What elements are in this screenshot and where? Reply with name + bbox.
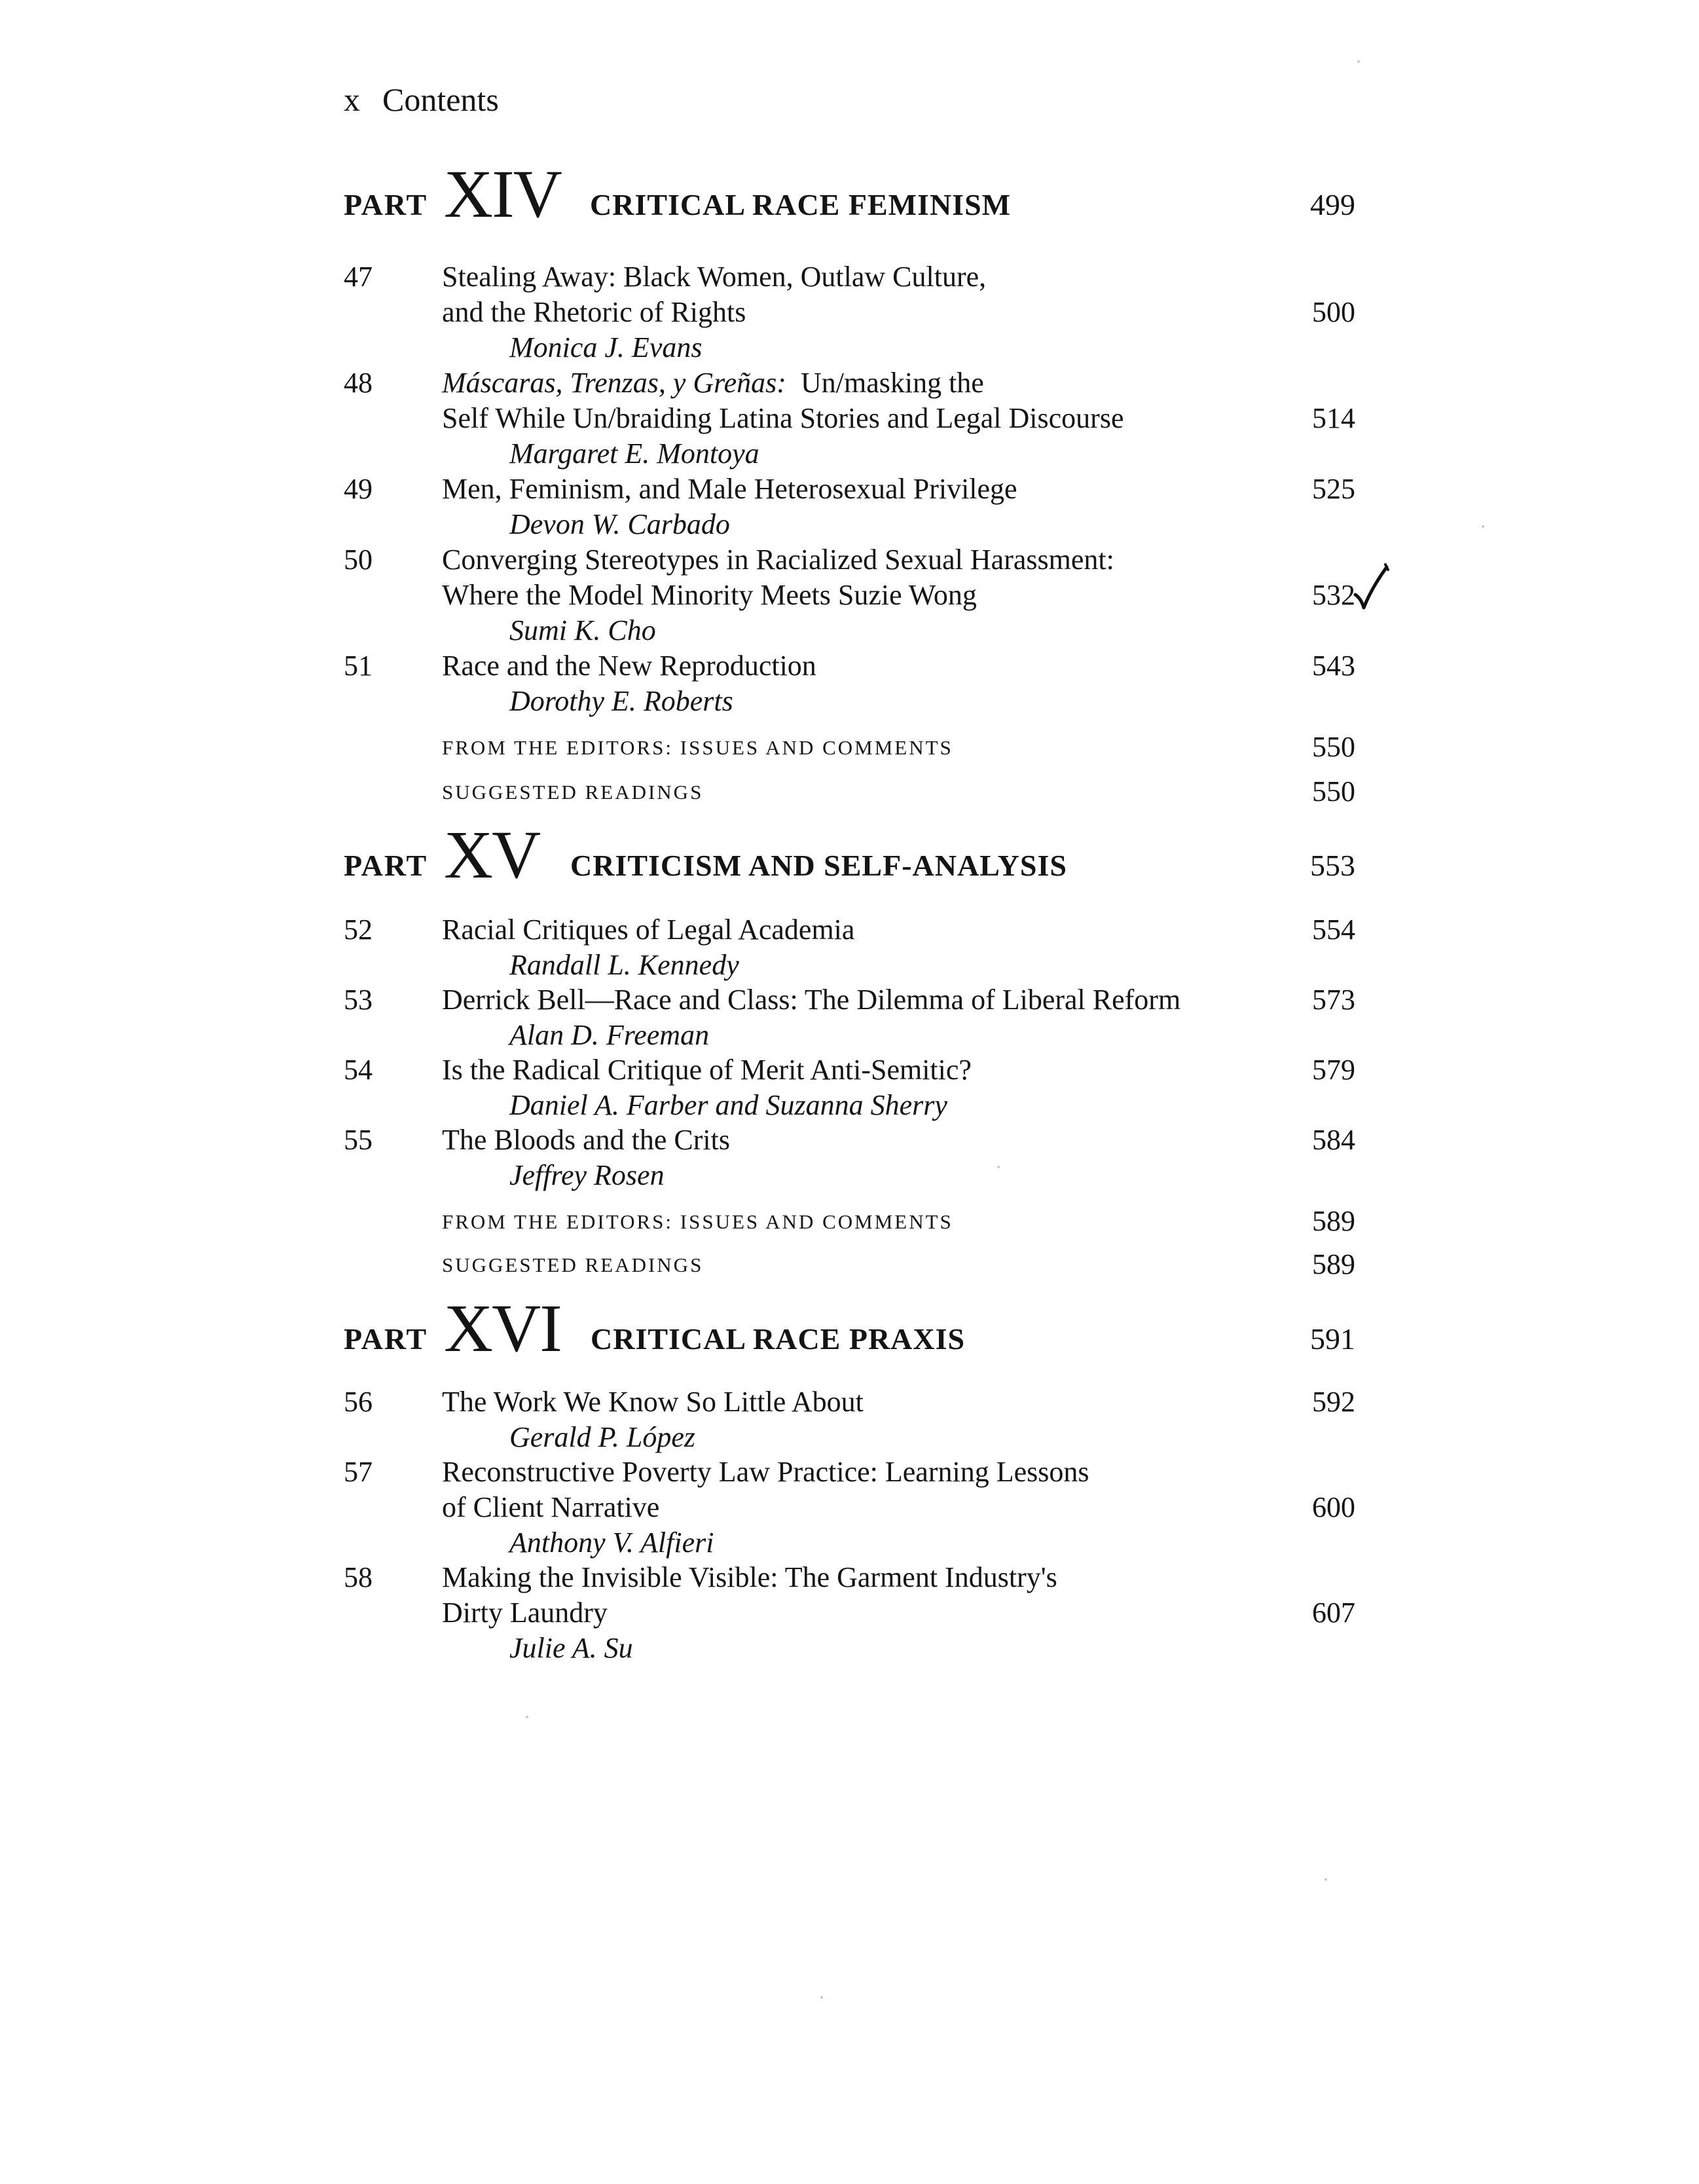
front-matter-page-number: 550 — [1312, 731, 1355, 763]
chapter-number: 47 — [344, 261, 373, 293]
front-matter-page-number: 589 — [1312, 1248, 1355, 1280]
chapter-number: 48 — [344, 367, 373, 399]
front-matter-page-number: 589 — [1312, 1205, 1355, 1237]
chapter-author: Jeffrey Rosen — [509, 1159, 665, 1191]
chapter-number: 56 — [344, 1386, 373, 1418]
part-heading-xiv — [344, 159, 1355, 231]
part-title: CRITICISM AND SELF-ANALYSIS — [570, 849, 1067, 882]
chapter-page-number: 543 — [1312, 650, 1355, 682]
part-numeral: XV — [444, 817, 540, 893]
chapter-author: Devon W. Carbado — [509, 508, 730, 540]
chapter-page-number: 607 — [1312, 1597, 1355, 1629]
chapter-title-line: Is the Radical Critique of Merit Anti-Semitic? — [442, 1054, 972, 1086]
part-numeral: XIV — [444, 157, 561, 232]
checkmark-icon — [1353, 562, 1392, 613]
chapter-page-number: 573 — [1312, 984, 1355, 1016]
front-matter-label: FROM THE EDITORS: ISSUES AND COMMENTS — [442, 736, 953, 759]
chapter-title-italic: Máscaras, Trenzas, y Greñas: — [442, 367, 786, 399]
editors-comments-entry — [442, 1201, 1355, 1240]
chapter-title-line: of Client Narrative — [442, 1491, 660, 1523]
chapter-author: Margaret E. Montoya — [509, 437, 759, 470]
part-label: PART — [344, 188, 428, 221]
editors-comments-entry — [442, 727, 1355, 766]
chapter-author: Anthony V. Alfieri — [509, 1527, 714, 1559]
chapter-number: 50 — [344, 544, 373, 576]
scan-speck — [526, 1716, 528, 1718]
suggested-readings-entry — [442, 1244, 1355, 1284]
chapter-page-number: 532 — [1312, 579, 1355, 611]
toc-entry-58 — [344, 1560, 1355, 1666]
scan-speck — [1357, 60, 1360, 63]
front-matter-label: SUGGESTED READINGS — [442, 1253, 704, 1276]
part-numeral: XVI — [444, 1291, 561, 1366]
chapter-author: Dorothy E. Roberts — [509, 685, 733, 717]
chapter-page-number: 525 — [1312, 473, 1355, 505]
chapter-author: Gerald P. López — [509, 1421, 695, 1453]
chapter-number: 52 — [344, 914, 373, 946]
toc-entry-57 — [344, 1454, 1355, 1561]
scan-speck — [1482, 525, 1484, 528]
front-matter-page-number: 550 — [1312, 775, 1355, 807]
page-folio: x — [344, 81, 360, 118]
chapter-title-line: Men, Feminism, and Male Heterosexual Privilege — [442, 473, 1017, 505]
chapter-number: 58 — [344, 1561, 373, 1593]
chapter-title-line: The Work We Know So Little About — [442, 1386, 864, 1418]
chapter-author: Sumi K. Cho — [509, 614, 656, 646]
chapter-page-number: 500 — [1312, 296, 1355, 328]
chapter-number: 55 — [344, 1124, 373, 1156]
chapter-author: Daniel A. Farber and Suzanna Sherry — [509, 1089, 947, 1121]
part-label: PART — [344, 849, 428, 882]
chapter-title-line: Where the Model Minority Meets Suzie Wong — [442, 579, 977, 611]
toc-entry-50 — [344, 542, 1355, 648]
chapter-title-line: Derrick Bell—Race and Class: The Dilemma of Liberal Reform — [442, 984, 1181, 1016]
chapter-title-line: Converging Stereotypes in Racialized Sexual Harassment: — [442, 544, 1114, 576]
chapter-number: 51 — [344, 650, 373, 682]
chapter-author: Alan D. Freeman — [509, 1019, 710, 1051]
chapter-title-line: Reconstructive Poverty Law Practice: Learning Lessons — [442, 1456, 1089, 1488]
chapter-author: Monica J. Evans — [509, 331, 703, 363]
chapter-author: Randall L. Kennedy — [509, 949, 739, 981]
chapter-title-line: Dirty Laundry — [442, 1597, 608, 1629]
part-label: PART — [344, 1322, 428, 1356]
chapter-page-number: 554 — [1312, 914, 1355, 946]
toc-entry-51 — [344, 648, 1355, 719]
chapter-title-line: Making the Invisible Visible: The Garment Industry's — [442, 1561, 1057, 1593]
chapter-page-number: 600 — [1312, 1491, 1355, 1523]
part-heading-xv — [344, 817, 1355, 893]
chapter-number: 54 — [344, 1054, 373, 1086]
chapter-title-line: and the Rhetoric of Rights — [442, 296, 746, 328]
chapter-title-line: Race and the New Reproduction — [442, 650, 816, 682]
running-head-title: Contents — [382, 81, 499, 118]
chapter-title-line: Stealing Away: Black Women, Outlaw Culture, — [442, 261, 987, 293]
scan-speck — [997, 1166, 1000, 1168]
toc-entry-47 — [344, 259, 1355, 365]
chapter-title-line: Un/masking the — [800, 367, 984, 399]
toc-entry-53 — [344, 982, 1355, 1053]
part-page-number: 553 — [1310, 849, 1355, 882]
toc-entry-54 — [344, 1052, 1355, 1123]
part-page-number: 499 — [1310, 188, 1355, 221]
toc-entry-48 — [344, 365, 1355, 472]
part-page-number: 591 — [1310, 1322, 1355, 1356]
chapter-title-line: Self While Un/braiding Latina Stories and Legal Discourse — [442, 402, 1124, 434]
part-title: CRITICAL RACE PRAXIS — [591, 1322, 966, 1356]
chapter-title-line: Racial Critiques of Legal Academia — [442, 914, 855, 946]
chapter-number: 57 — [344, 1456, 373, 1488]
chapter-number: 49 — [344, 473, 373, 505]
chapter-page-number: 584 — [1312, 1124, 1355, 1156]
chapter-author: Julie A. Su — [509, 1632, 633, 1664]
toc-entry-52 — [344, 912, 1355, 983]
front-matter-label: FROM THE EDITORS: ISSUES AND COMMENTS — [442, 1210, 953, 1233]
chapter-title-line: The Bloods and the Crits — [442, 1124, 730, 1156]
toc-entry-56 — [344, 1384, 1355, 1455]
scan-speck — [1324, 1878, 1327, 1881]
toc-entry-49 — [344, 472, 1355, 542]
scan-speck — [820, 1996, 823, 1999]
running-head — [344, 80, 499, 119]
chapter-page-number: 592 — [1312, 1386, 1355, 1418]
part-title: CRITICAL RACE FEMINISM — [590, 188, 1012, 221]
part-heading-xvi — [344, 1293, 1355, 1365]
toc-entry-55 — [344, 1122, 1355, 1193]
suggested-readings-entry — [442, 771, 1355, 811]
chapter-page-number: 579 — [1312, 1054, 1355, 1086]
front-matter-label: SUGGESTED READINGS — [442, 781, 704, 804]
chapter-page-number: 514 — [1312, 402, 1355, 434]
chapter-number: 53 — [344, 984, 373, 1016]
